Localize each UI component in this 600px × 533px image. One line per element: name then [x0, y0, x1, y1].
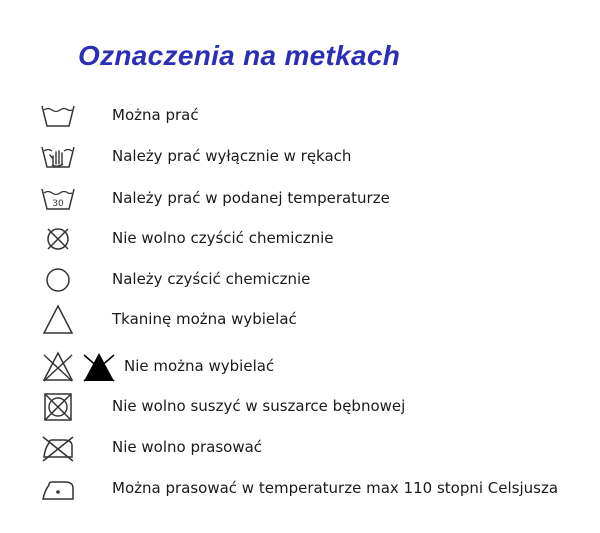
care-symbol-label: Można prać — [112, 106, 199, 124]
wash-temperature-icon — [38, 181, 78, 217]
care-symbol-label: Należy prać w podanej temperaturze — [112, 189, 390, 207]
care-symbol-label: Tkaninę można wybielać — [112, 310, 297, 328]
care-symbol-label: Można prasować w temperaturze max 110 stopni Celsjusza — [112, 479, 559, 497]
bleach-triangle-icon — [38, 302, 78, 338]
care-symbol-row-no-bleach — [0, 349, 600, 385]
no-tumble-dry-icon — [38, 389, 78, 425]
no-bleach-icon — [38, 349, 78, 385]
care-symbol-row-iron-low — [0, 471, 600, 507]
care-symbol-label: Należy czyścić chemicznie — [112, 270, 311, 288]
care-symbol-row-wash — [0, 98, 600, 134]
care-symbol-row-dry-clean — [0, 262, 600, 298]
page-title: Oznaczenia na metkach — [78, 40, 401, 71]
care-symbol-row-no-dry-clean — [0, 221, 600, 257]
wash-tub-icon — [38, 98, 78, 134]
dry-clean-icon — [38, 262, 78, 298]
care-symbol-label: Nie wolno prasować — [112, 438, 263, 456]
hand-wash-icon — [38, 139, 78, 175]
care-symbol-row-no-tumble-dry — [0, 389, 600, 425]
iron-low-temp-icon — [38, 471, 78, 507]
wash-temperature-value: 30 — [52, 199, 64, 209]
care-symbol-row-no-iron — [0, 430, 600, 466]
care-symbol-row-hand-wash — [0, 139, 600, 175]
care-symbol-label: Nie wolno suszyć w suszarce bębnowej — [112, 397, 406, 415]
no-bleach-filled-icon — [80, 349, 118, 385]
care-symbol-row-bleach — [0, 302, 600, 338]
care-symbol-label: Nie wolno czyścić chemicznie — [112, 229, 334, 247]
care-symbol-label: Nie można wybielać — [124, 357, 275, 375]
care-symbol-row-wash-temperature — [0, 181, 600, 217]
no-dry-clean-icon — [38, 221, 78, 257]
no-iron-icon — [38, 430, 78, 466]
care-symbol-label: Należy prać wyłącznie w rękach — [112, 147, 352, 165]
